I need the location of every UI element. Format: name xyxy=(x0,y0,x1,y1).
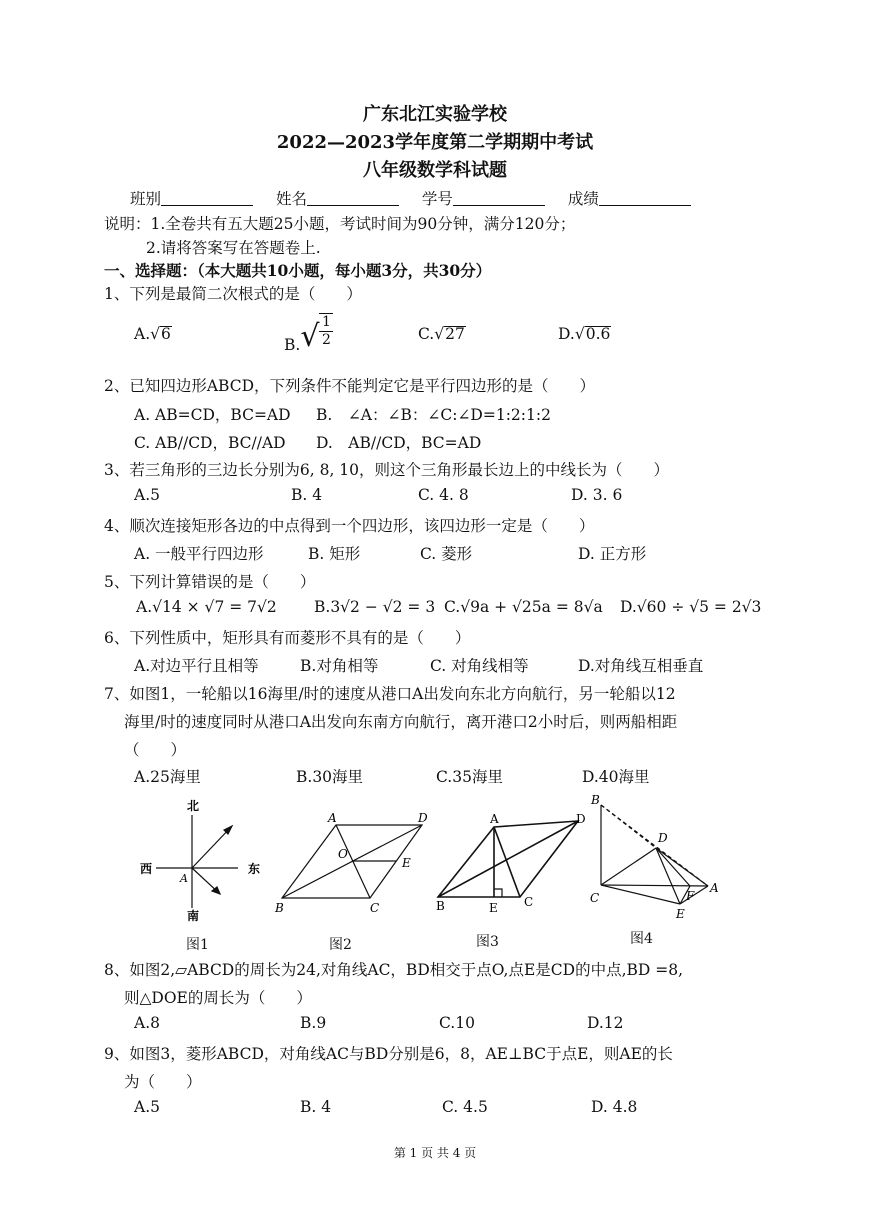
score-label: 成绩 xyxy=(567,190,599,208)
name-label: 姓名 xyxy=(275,190,307,208)
fig2-label-e: E xyxy=(402,856,411,870)
q9-option-c: C. 4.5 xyxy=(442,1098,488,1116)
q7-option-c: C.35海里 xyxy=(436,768,503,786)
question-8-stem: 8、如图2,▱ABCD的周长为24,对角线AC，BD相交于点O,点E是CD的中点,BD =8, xyxy=(104,961,684,979)
question-2-stem: 2、已知四边形ABCD，下列条件不能判定它是平行四边形的是（ ） xyxy=(104,377,596,395)
name-field[interactable] xyxy=(307,191,399,206)
fig3-label-a: A xyxy=(490,812,499,826)
note-1: 说明：1.全卷共有五大题25小题，考试时间为90分钟，满分120分； xyxy=(104,215,576,233)
q7-option-b: B.30海里 xyxy=(296,768,364,786)
q1-option-c: C.√27 xyxy=(418,325,465,343)
figure-4-caption: 图4 xyxy=(630,931,653,947)
id-field[interactable] xyxy=(453,191,545,206)
figure-1 xyxy=(156,815,238,908)
q2-option-b: B. ∠A：∠B：∠C:∠D=1:2:1:2 xyxy=(316,406,551,424)
fig2-label-b: B xyxy=(275,901,284,915)
fig3-label-d: D xyxy=(576,812,586,826)
q5-option-d: D.√60 ÷ √5 = 2√3 xyxy=(620,598,762,616)
figure-3 xyxy=(438,821,578,897)
q8-option-c: C.10 xyxy=(439,1014,475,1032)
question-8-stem-2: 则△DOE的周长为（ ） xyxy=(124,989,312,1007)
fig2-label-a: A xyxy=(328,811,337,825)
fig4-label-c: C xyxy=(590,891,600,905)
q9-option-a: A.5 xyxy=(134,1098,160,1116)
fig2-label-o: O xyxy=(338,847,348,861)
score-field[interactable] xyxy=(599,191,691,206)
q6-option-d: D.对角线互相垂直 xyxy=(578,657,704,675)
q2-option-a: A. AB=CD，BC=AD xyxy=(134,406,291,424)
question-9-stem-2: 为（ ） xyxy=(124,1073,202,1091)
question-7-stem-3: （ ） xyxy=(124,741,187,759)
q2-option-d: D. AB//CD，BC=AD xyxy=(316,434,482,452)
fig2-label-d: D xyxy=(418,811,428,825)
exam-term: 2022—2023学年度第二学期期中考试 xyxy=(276,132,594,153)
q8-option-d: D.12 xyxy=(587,1014,624,1032)
q6-option-b: B.对角相等 xyxy=(300,657,379,675)
q9-option-b: B. 4 xyxy=(300,1098,332,1116)
q7-option-d: D.40海里 xyxy=(582,768,650,786)
class-label: 班别 xyxy=(130,190,162,208)
class-field[interactable] xyxy=(161,191,253,206)
q3-option-b: B. 4 xyxy=(291,486,323,504)
q5-option-b: B.3√2 − √2 = 3 xyxy=(314,598,436,616)
fig3-label-e: E xyxy=(489,901,498,915)
school-name: 广东北江实验学校 xyxy=(363,104,507,125)
q6-option-a: A.对边平行且相等 xyxy=(134,657,259,675)
q4-option-b: B. 矩形 xyxy=(308,545,361,563)
fig1-point-a: A xyxy=(180,872,188,885)
page-footer: 第 1 页 共 4 页 xyxy=(393,1146,477,1160)
fig3-label-c: C xyxy=(524,895,534,909)
q5-option-c: C.√9a + √25a = 8√a xyxy=(444,598,603,616)
question-4-stem: 4、顺次连接矩形各边的中点得到一个四边形，该四边形一定是（ ） xyxy=(104,517,595,535)
q3-option-d: D. 3. 6 xyxy=(571,486,623,504)
q1-option-d: D.√0.6 xyxy=(558,325,611,343)
note-2: 2.请将答案写在答题卷上. xyxy=(146,239,321,257)
figure-3-caption: 图3 xyxy=(476,934,499,950)
figure-2-caption: 图2 xyxy=(329,937,352,953)
fig2-label-c: C xyxy=(370,901,380,915)
question-5-stem: 5、下列计算错误的是（ ） xyxy=(104,573,316,591)
q1-option-b: B.√ $\frac{1}{2}$ xyxy=(284,313,333,354)
fig4-label-f: F xyxy=(686,889,695,903)
fig4-label-b: B xyxy=(591,793,600,807)
question-7-stem: 7、如图1，一轮船以16海里/时的速度从港口A出发向东北方向航行，另一轮船以12 xyxy=(104,685,676,703)
figure-1-caption: 图1 xyxy=(186,937,209,953)
q4-option-d: D. 正方形 xyxy=(578,545,647,563)
fig1-south: 南 xyxy=(187,909,200,923)
q5-option-a: A.√14 × √7 = 7√2 xyxy=(136,598,277,616)
fig4-label-e: E xyxy=(676,907,685,921)
section-title: 一、选择题：（本大题共10小题，每小题3分，共30分） xyxy=(104,261,492,280)
question-3-stem: 3、若三角形的三边长分别为6, 8, 10，则这个三角形最长边上的中线长为（ ） xyxy=(104,461,670,479)
q3-option-c: C. 4. 8 xyxy=(418,486,469,504)
question-7-stem-2: 海里/时的速度同时从港口A出发向东南方向航行，离开港口2小时后，则两船相距 xyxy=(124,713,678,731)
question-9-stem: 9、如图3，菱形ABCD，对角线AC与BD分别是6，8，AE⊥BC于点E，则AE的长 xyxy=(104,1045,673,1063)
fig1-east: 东 xyxy=(248,862,261,876)
id-label: 学号 xyxy=(421,190,453,208)
q8-option-a: A.8 xyxy=(134,1014,160,1032)
fig4-label-d: D xyxy=(658,831,668,845)
figure-2 xyxy=(282,825,422,898)
q8-option-b: B.9 xyxy=(300,1014,327,1032)
q4-option-a: A. 一般平行四边形 xyxy=(134,545,264,563)
info-row xyxy=(130,187,709,209)
question-1-stem: 1、下列是最简二次根式的是（ ） xyxy=(104,285,362,303)
fig1-west: 西 xyxy=(140,862,153,876)
fig1-north: 北 xyxy=(187,799,200,813)
q7-option-a: A.25海里 xyxy=(134,768,201,786)
q9-option-d: D. 4.8 xyxy=(591,1098,638,1116)
fig4-label-a: A xyxy=(710,881,719,895)
exam-subject: 八年级数学科试题 xyxy=(363,160,507,181)
fig3-label-b: B xyxy=(436,899,445,913)
q1-option-a: A.√6 xyxy=(134,325,171,343)
q4-option-c: C. 菱形 xyxy=(420,545,473,563)
q3-option-a: A.5 xyxy=(134,486,160,504)
question-6-stem: 6、下列性质中，矩形具有而菱形不具有的是（ ） xyxy=(104,629,471,647)
q2-option-c: C. AB//CD，BC//AD xyxy=(134,434,286,452)
q6-option-c: C. 对角线相等 xyxy=(430,657,529,675)
